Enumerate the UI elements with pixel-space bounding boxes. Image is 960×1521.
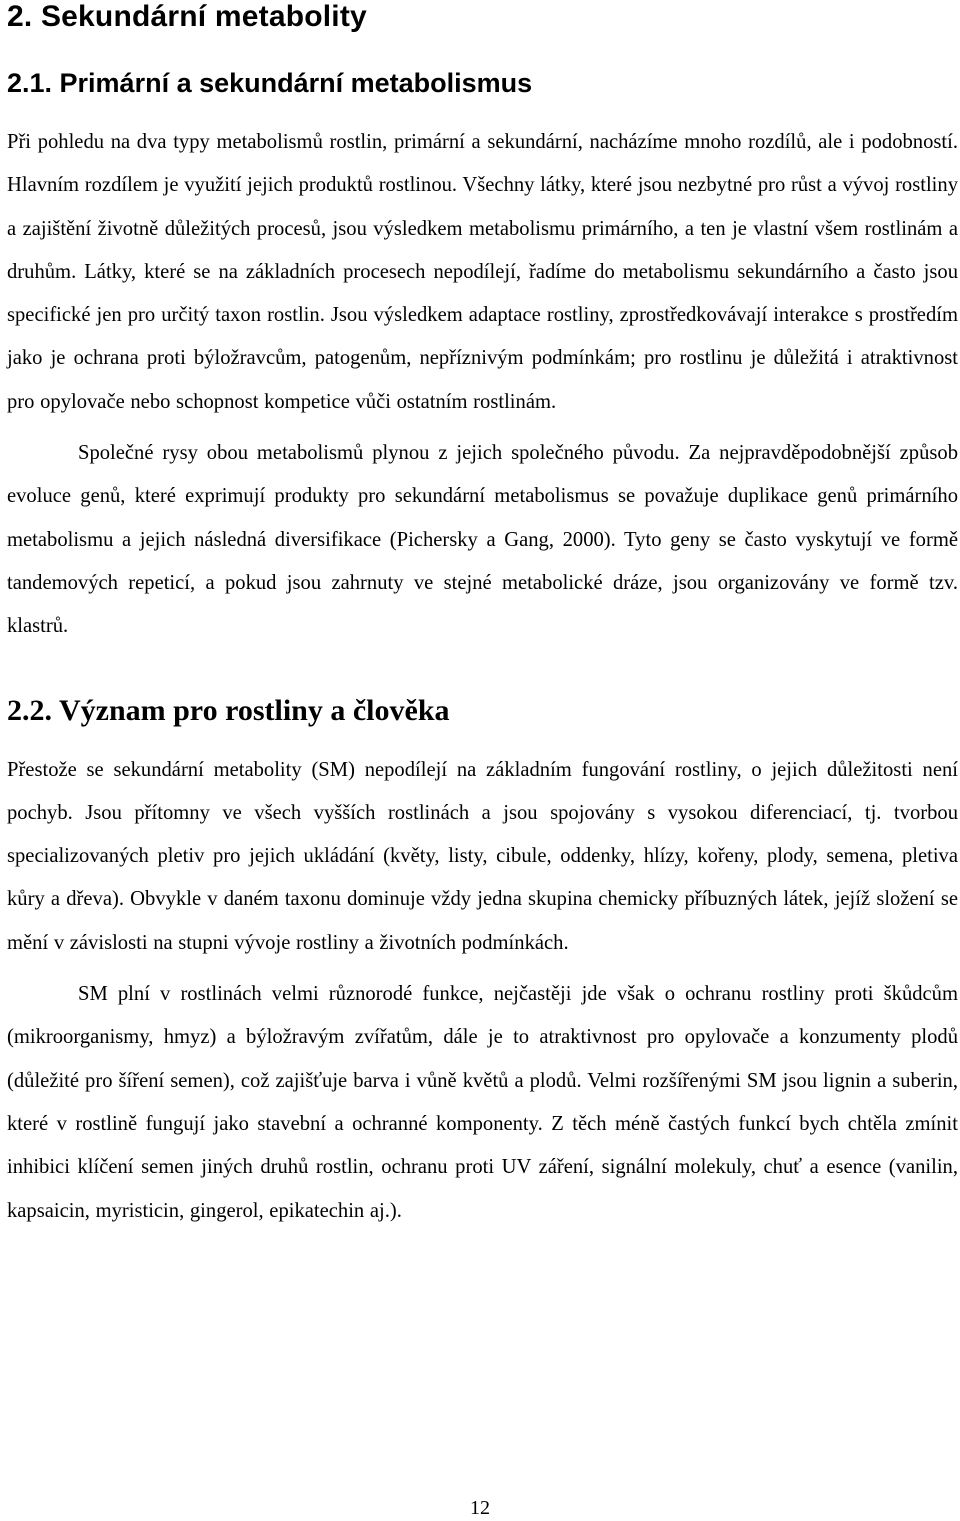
- paragraph: Společné rysy obou metabolismů plynou z jejich společného původu. Za nejpravděpodobnější způsob evoluce genů, které exprimují produkty pro sekundární metabolismus se považuje duplikace genů primárního metabolismu a jejich následná diversifikace (Pichersky a Gang, 2000). Tyto geny se často vyskytují ve formě tandemových repeticí, a pokud jsou zahrnuty ve stejné metabolické dráze, jsou organizovány ve formě tzv. klastrů.: [7, 442, 958, 638]
- paragraph: SM plní v rostlinách velmi různorodé funkce, nejčastěji jde však o ochranu rostliny proti škůdcům (mikroorganismy, hmyz) a býložravým zvířatům, dále je to atraktivnost pro opylovače a konzumenty plodů (důležité pro šíření semen), což zajišťuje barva i vůně květů a plodů. Velmi rozšířenými SM jsou lignin a suberin, které v rostlině fungují jako stavební a ochranné komponenty. Z těch méně častých funkcí bych chtěla zmínit inhibici klíčení semen jiných druhů rostlin, ochranu proti UV záření, signální molekuly, chuť a esence (vanilin, kapsaicin, myristicin, gingerol, epikatechin aj.).: [7, 983, 958, 1222]
- section-heading-significance: 2.2. Význam pro rostliny a člověka: [7, 693, 450, 727]
- document-page: [7, 0, 958, 1233]
- chapter-heading: 2. Sekundární metabolity: [7, 0, 367, 33]
- page-number: 12: [470, 1497, 490, 1519]
- paragraph: Přestože se sekundární metabolity (SM) nepodílejí na základním fungování rostliny, o jejich důležitosti není pochyb. Jsou přítomny ve všech vyšších rostlinách a jsou spojovány s vysokou diferenciací, tj. tvorbou specializovaných pletiv pro jejich ukládání (květy, listy, cibule, oddenky, hlízy, kořeny, plody, semena, pletiva kůry a dřeva). Obvykle v daném taxonu dominuje vždy jedna skupina chemicky příbuzných látek, jejíž složení se mění v závislosti na stupni vývoje rostliny a životních podmínkách.: [7, 758, 958, 954]
- section-heading-primary-secondary: 2.1. Primární a sekundární metabolismus: [7, 68, 533, 98]
- section-body-primary-secondary: [7, 121, 958, 649]
- section-body-significance: [7, 749, 958, 1233]
- paragraph: Při pohledu na dva typy metabolismů rostlin, primární a sekundární, nacházíme mnoho rozdílů, ale i podobností. Hlavním rozdílem je využití jejich produktů rostlinou. Všechny látky, které jsou nezbytné pro růst a vývoj rostliny a zajištění životně důležitých procesů, jsou výsledkem metabolismu primárního, a ten je vlastní všem rostlinám a druhům. Látky, které se na základních procesech nepodílejí, řadíme do metabolismu sekundárního a často jsou specifické jen pro určitý taxon rostlin. Jsou výsledkem adaptace rostliny, zprostředkovávají interakce s prostředím jako je ochrana proti býložravcům, patogenům, nepříznivým podmínkám; pro rostlinu je důležitá i atraktivnost pro opylovače nebo schopnost kompetice vůči ostatním rostlinám.: [7, 131, 958, 413]
